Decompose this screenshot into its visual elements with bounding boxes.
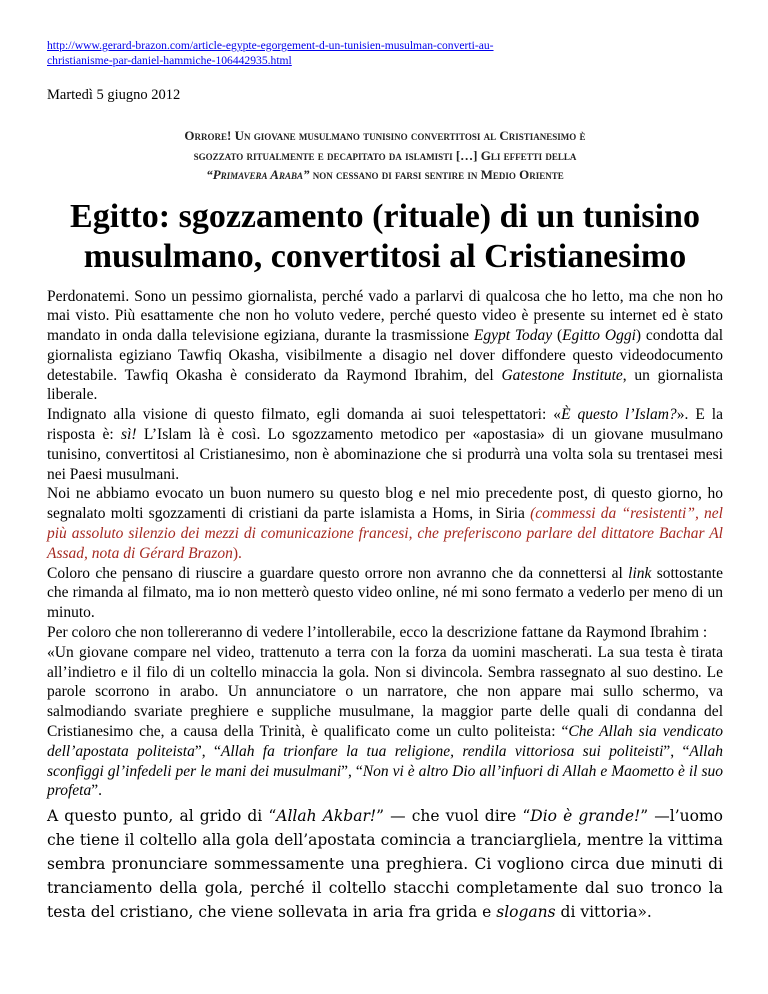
- program-name-translation: Egitto Oggi: [562, 327, 636, 345]
- source-link[interactable]: [47, 38, 723, 68]
- article-title: Egitto: sgozzamento (rituale) di un tunisino musulmano, convertitosi al Cristianesimo: [70, 197, 700, 275]
- quote: Allah Akbar!: [276, 807, 377, 826]
- text: ”, “: [341, 762, 363, 780]
- text: ». E la risposta è:: [47, 406, 723, 444]
- text: Indignato alla visione di questo filmato, egli domanda ai suoi telespettatori: «: [47, 406, 562, 424]
- emphasis: link: [628, 564, 652, 582]
- quote: Dio è grande!: [530, 807, 641, 826]
- text: «Un giovane compare nel video, trattenuto a terra con la forza da uomini mascherati. La sua testa è tirata all’indietro e il filo di un coltello minaccia la gola. Non si divincola. Sembra rassegnato al suo destino. Le parole scorrono in arabo. Un annunciatore o un narratore, che non appare mai sullo schermo, va salmodiando svariate preghiere e suppliche musulmane, la maggior parte delle quali di condanna del Cristianesimo che, a causa della Trinità, è qualificato come un culto politeista: “: [47, 643, 723, 741]
- paragraph-7: [47, 804, 723, 924]
- source-link-line1[interactable]: http://www.gerard-brazon.com/article-egypte-egorgement-d-un-tunisien-musulman-converti-au-: [47, 39, 494, 52]
- quote: Allah sconfiggi gl’infedeli per le mani dei musulmani: [47, 742, 723, 780]
- paragraph-4: [47, 564, 723, 623]
- document-page: [47, 0, 723, 924]
- paragraph-5: Per coloro che non tollereranno di vedere l’intollerabile, ecco la descrizione fattane da Raymond Ibrahim :: [47, 624, 708, 642]
- program-name: Egypt Today: [473, 327, 553, 345]
- text: di vittoria».: [555, 903, 652, 922]
- text: ” — che vuol dire “: [376, 807, 531, 826]
- text: ” —l’uomo che tiene il coltello alla gola dell’apostata comincia a tranciargliela, mentre la vittima sembra pronunciare sommessamente una preghiera. Ci vogliono circa due minuti di tranciamento della gola, perché il coltello stacchi completamente dal suo tronco la testa del cristiano, che viene sollevata in aria fra grida e: [47, 807, 723, 922]
- subheading-line-3: non cessano di farsi sentire in Medio Oriente: [309, 167, 564, 182]
- text: ).: [232, 544, 242, 562]
- text: ”, “: [663, 742, 690, 760]
- text: ”, “: [194, 742, 221, 760]
- quote: È questo l’Islam?: [561, 406, 677, 424]
- institute-name: Gatestone Institute: [501, 366, 623, 384]
- quote: Che Allah sia vendicato dell’apostata politeista: [47, 723, 724, 760]
- subheading-quote: “Primavera Araba”: [206, 167, 310, 182]
- emphasis: sì!: [121, 426, 137, 444]
- subheading-line-1: Orrore! Un giovane musulmano tunisino convertitosi al Cristianesimo è: [184, 128, 586, 143]
- paragraph-1: [47, 287, 723, 406]
- text: A questo punto, al grido di “: [47, 807, 277, 826]
- quote: Non vi è altro Dio all’infuori di Allah e Maometto è il suo profeta: [47, 762, 723, 800]
- text: Noi ne abbiamo evocato un buon numero su questo blog e nel mio precedente post, di questo giorno, ho segnalato molti sgozzamenti di cristiani da parte islamista a Homs, in Siria: [47, 485, 723, 523]
- paragraph-3: [47, 484, 723, 563]
- text: Perdonatemi. Sono un pessimo giornalista, perché vado a parlarvi di qualcosa che ho letto, ma che non ho mai visto. Più esattamente che non ho voluto vedere, perché questo video è presente su internet ed è stato mandato in onda dalla televisione egiziana, durante la trasmissione: [47, 287, 723, 345]
- text: (: [552, 327, 563, 345]
- text: Coloro che pensano di riuscire a guardare questo orrore non avranno che da connettersi al: [47, 564, 629, 582]
- text: sottostante che rimanda al filmato, ma io non metterò questo video online, né mi sono fermato a vederlo per meno di un minuto.: [47, 564, 723, 622]
- emphasis: slogans: [496, 903, 556, 922]
- paragraph-6: [47, 643, 723, 801]
- text: L’Islam là è così. Lo sgozzamento metodico per «apostasia» di un giovane musulmano tunisino, convertitosi al Cristianesimo, non è abominazione che si produrrà una volta sola su trentasei mesi nei Paesi musulmani.: [47, 426, 724, 483]
- text: ”.: [91, 782, 102, 800]
- quote: Allah fa trionfare la tua religione, rendila vittoriosa sui politeisti: [220, 742, 664, 760]
- publication-date: Martedì 5 giugno 2012: [47, 87, 181, 103]
- article-body: [47, 287, 723, 802]
- paragraph-2: [47, 405, 723, 484]
- source-link-line2[interactable]: christianisme-par-daniel-hammiche-106442935.html: [47, 54, 292, 67]
- text: , un giornalista liberale.: [47, 366, 723, 404]
- article-subheading: [47, 126, 723, 185]
- subheading-line-2: sgozzato ritualmente e decapitato da islamisti […] Gli effetti della: [193, 147, 577, 163]
- editor-note: (commessi da “resistenti”, nel più assoluto silenzio dei mezzi di comunicazione francesi, che preferiscono parlare del dittatore Bachar Al Assad, nota di Gérard Brazon: [47, 505, 723, 562]
- text: ) condotta dal giornalista egiziano Tawfiq Okasha, visibilmente a disagio nel dover diffondere questo videodocumento detestabile. Tawfiq Okasha è considerato da Raymond Ibrahim, del: [47, 327, 723, 384]
- article-body-continued: [47, 804, 723, 924]
